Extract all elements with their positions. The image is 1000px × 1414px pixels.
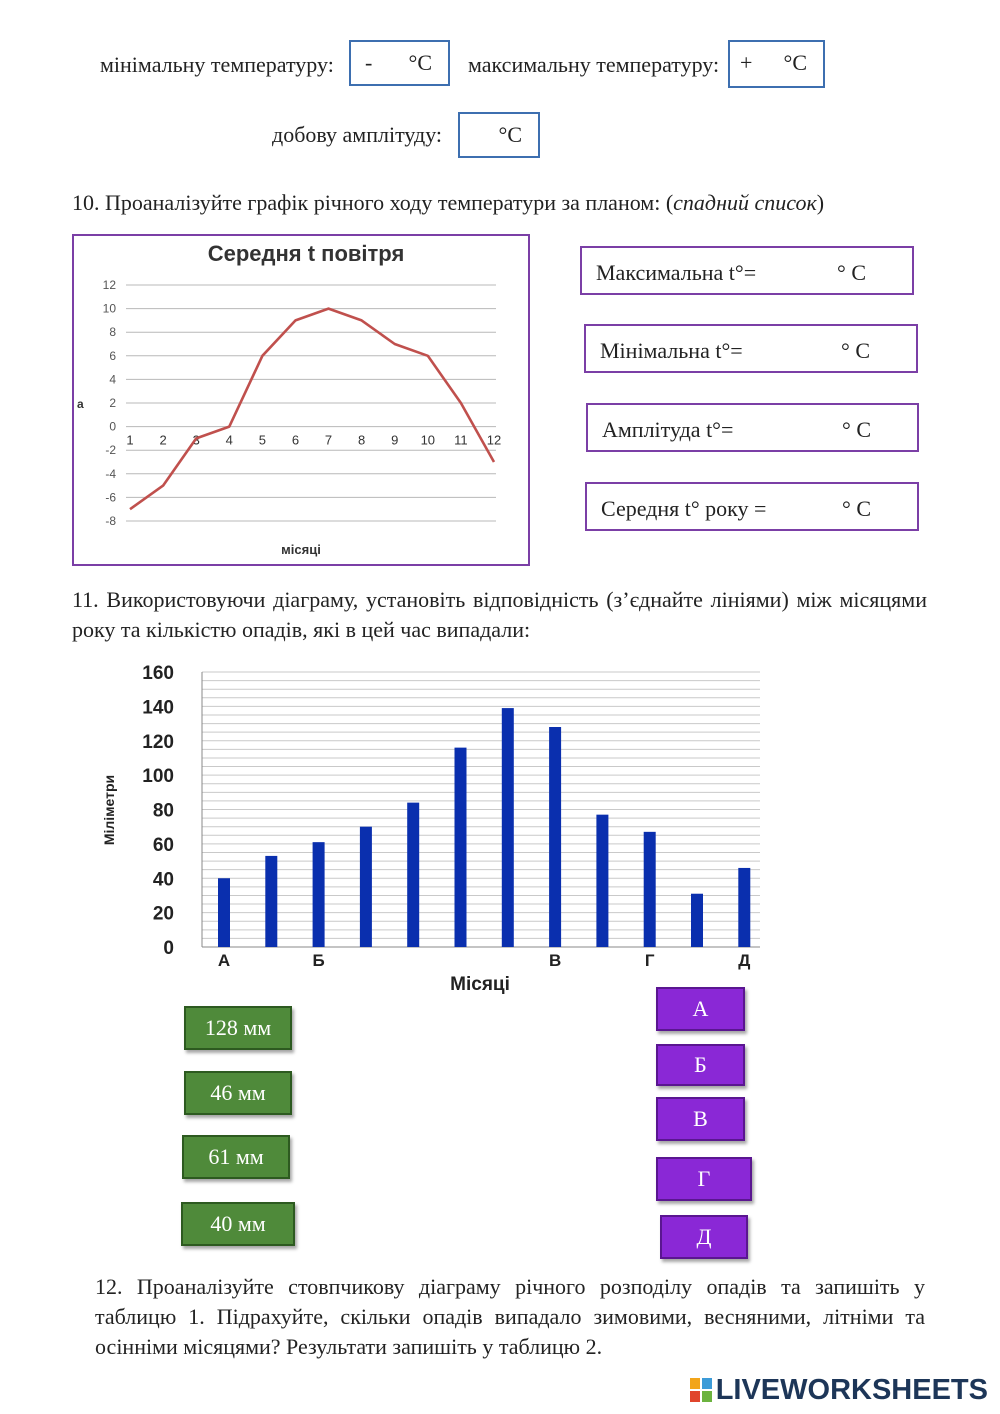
bar-chart-bar [265, 856, 277, 947]
letter-d-button[interactable]: Д [660, 1215, 748, 1259]
bar-chart-category-label: А [217, 951, 231, 970]
min-temp-unit: °С [408, 50, 432, 75]
bar-chart-y-tick: 20 [152, 903, 174, 925]
line-chart-y-label: а [77, 397, 84, 411]
line-chart-y-tick: 12 [102, 278, 116, 292]
bar-chart-category-label: Б [312, 951, 325, 970]
line-chart-x-tick: 6 [291, 432, 300, 448]
line-chart-y-tick: 2 [109, 396, 116, 410]
bar-chart-y-tick: 0 [163, 938, 174, 959]
line-chart-y-tick: -6 [105, 490, 116, 505]
min-t-unit: ° С [841, 338, 870, 363]
line-chart-x-label: місяці [281, 542, 321, 557]
line-chart-x-tick: 5 [258, 432, 266, 448]
liveworksheets-logo-text: LIVEWORKSHEETS [715, 1373, 988, 1406]
bar-chart-y-tick: 160 [142, 663, 174, 684]
line-chart-x-tick: 12 [486, 432, 502, 448]
letter-v-button[interactable]: В [656, 1097, 745, 1141]
liveworksheets-logo [690, 1374, 988, 1406]
bar-chart-bar [738, 868, 750, 947]
task10-heading: 10. Проаналізуйте графік річного ходу температури за планом: (спадний список) [72, 190, 825, 215]
bar-chart-category-label: Г [644, 951, 655, 970]
bar-chart-y-tick: 80 [152, 800, 174, 822]
mean-t-field[interactable] [585, 482, 919, 531]
bar-chart-bar [455, 748, 467, 947]
line-chart-x-tick: 9 [391, 432, 399, 448]
amplitude-t-field[interactable] [586, 403, 919, 452]
line-chart-x-tick: 7 [324, 432, 333, 448]
max-t-label: Максимальна t°= [596, 260, 757, 285]
bar-chart-bar [360, 827, 372, 947]
line-chart-x-tick: 3 [192, 432, 200, 448]
bar-chart-y-tick: 140 [142, 697, 174, 719]
task12-text: 12. Проаналізуйте стовпчикову діаграму річного розподілу опадів та запишіть у таблицю 1. Підрахуйте, скільки опадів випадало зимовими, весняними, літніми та осінніми місяцями? Результати запишіть у таблицю 2. [95, 1274, 925, 1359]
max-temp-unit: °С [783, 50, 807, 75]
max-temp-input[interactable] [728, 40, 825, 88]
bar-chart-category-label: Д [738, 951, 751, 970]
bar-chart-y-label: Міліметри [101, 774, 117, 846]
letter-b-button[interactable]: Б [656, 1044, 745, 1086]
precipitation-chart [90, 655, 780, 995]
min-temp-label: мінімальну температуру: [100, 52, 334, 77]
max-t-unit: ° С [837, 260, 866, 285]
line-chart-x-tick: 11 [454, 432, 468, 448]
line-chart-y-tick: -4 [105, 466, 116, 481]
liveworksheets-logo-icon [690, 1378, 712, 1402]
line-chart-y-tick: -8 [105, 514, 116, 528]
line-chart-x-tick: 10 [420, 432, 436, 448]
line-chart-series-line [130, 309, 494, 510]
line-chart-y-tick: 4 [109, 372, 116, 387]
min-t-label: Мінімальна t°= [600, 338, 743, 363]
answer-46mm-button[interactable]: 46 мм [184, 1071, 292, 1115]
bar-chart-y-tick: 100 [142, 766, 174, 788]
line-chart-x-tick: 4 [225, 432, 233, 448]
bar-chart-bar [549, 727, 561, 947]
bar-chart-y-tick: 40 [152, 869, 174, 891]
temperature-chart-svg [74, 236, 528, 564]
answer-40mm-button[interactable]: 40 мм [181, 1202, 295, 1246]
bar-chart-bar [644, 832, 656, 947]
line-chart-y-tick: -2 [105, 443, 116, 458]
min-t-field[interactable] [584, 324, 918, 373]
bar-chart-x-label: Місяці [450, 974, 510, 995]
temperature-chart [72, 234, 530, 566]
answer-128mm-button[interactable]: 128 мм [184, 1006, 292, 1050]
task10-italic: спадний список [673, 190, 817, 215]
bar-chart-bar [218, 878, 230, 947]
max-temp-label: максимальну температуру: [468, 52, 720, 77]
daily-amplitude-label: добову амплітуду: [272, 122, 443, 147]
bar-chart-y-tick: 120 [142, 731, 174, 753]
bar-chart-bar [313, 842, 325, 947]
min-temp-input[interactable] [349, 40, 450, 86]
max-temp-sign: + [740, 50, 753, 75]
bar-chart-bar [407, 803, 419, 947]
letter-a-button[interactable]: А [656, 987, 745, 1031]
max-t-field[interactable] [580, 246, 914, 295]
letter-g-button[interactable]: Г [656, 1157, 752, 1201]
bar-chart-bar [502, 708, 514, 947]
line-chart-y-tick: 10 [102, 301, 116, 316]
amplitude-t-unit: ° С [842, 417, 871, 442]
daily-amplitude-unit: °С [498, 122, 522, 147]
mean-t-label: Середня t° року = [601, 496, 767, 521]
mean-t-unit: ° С [842, 496, 871, 521]
line-chart-x-tick: 8 [358, 432, 366, 448]
bar-chart-y-tick: 60 [152, 834, 174, 856]
min-temp-sign: - [365, 50, 373, 75]
bar-chart-bar [596, 815, 608, 947]
amplitude-t-label: Амплітуда t°= [602, 417, 734, 442]
daily-amplitude-input[interactable] [458, 112, 540, 158]
answer-61mm-button[interactable]: 61 мм [182, 1135, 290, 1179]
line-chart-y-tick: 6 [109, 348, 116, 363]
bar-chart-bar [691, 894, 703, 947]
bar-chart-category-label: В [548, 951, 562, 970]
task11-text: 11. Використовуючи діаграму, установіть відповідність (з’єднайте лініями) між місяцями року та кількістю опадів, які в цей час випадали: [72, 587, 927, 642]
line-chart-y-tick: 8 [109, 325, 116, 340]
line-chart-x-tick: 2 [159, 432, 167, 448]
line-chart-x-tick: 1 [126, 432, 134, 448]
line-chart-y-tick: 0 [109, 419, 116, 434]
line-chart-title: Середня t повітря [207, 241, 405, 266]
